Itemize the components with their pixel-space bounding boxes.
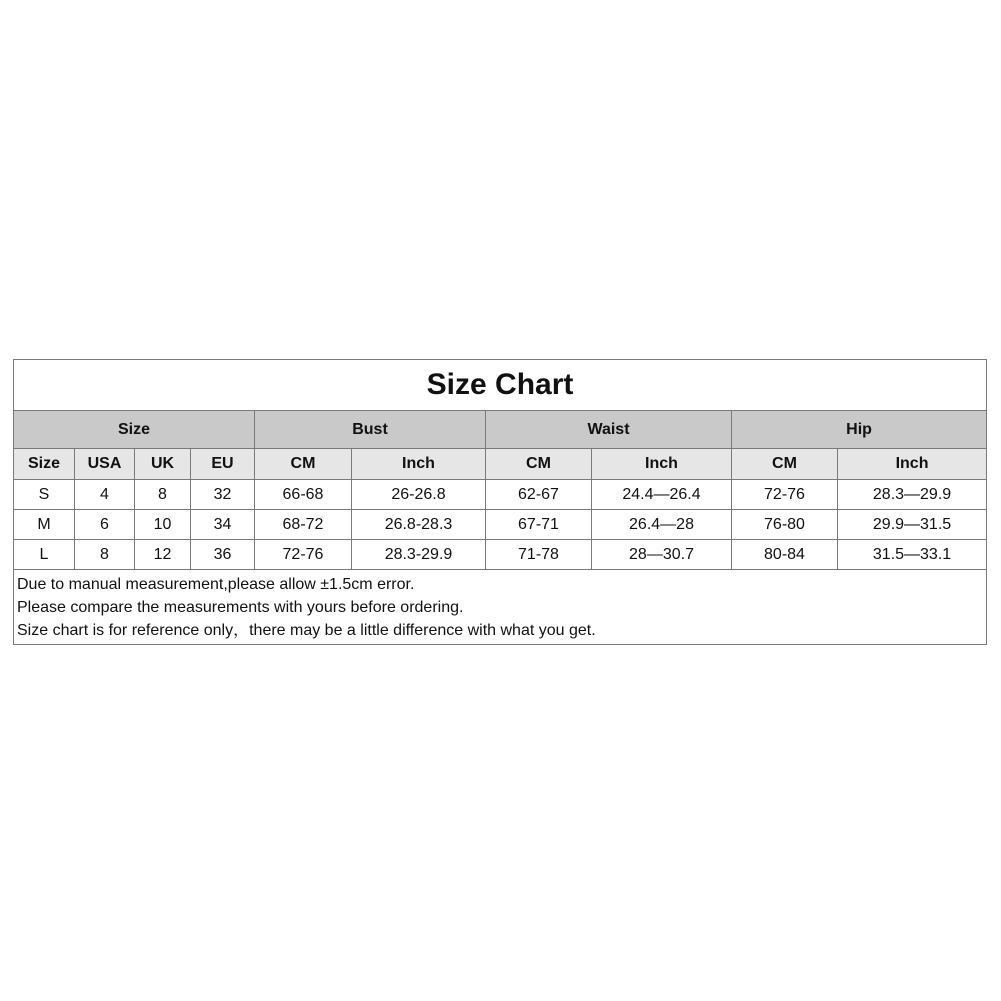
table-cell: 71-78 (486, 540, 592, 570)
table-cell: M (14, 510, 75, 540)
table-cell: 26.4—28 (592, 510, 732, 540)
table-cell: L (14, 540, 75, 570)
table-cell: 76-80 (732, 510, 838, 540)
note-line: Please compare the measurements with yours before ordering. (17, 599, 464, 616)
table-cell: 80-84 (732, 540, 838, 570)
table-cell: 28.3—29.9 (838, 480, 987, 510)
table-cell: 8 (135, 480, 191, 510)
table-row-l (14, 540, 987, 570)
table-cell: 29.9—31.5 (838, 510, 987, 540)
measurement-notes (14, 570, 987, 645)
table-cell: 26.8-28.3 (352, 510, 486, 540)
group-header-size: Size (14, 411, 255, 449)
table-row-s (14, 480, 987, 510)
table-cell: 4 (75, 480, 135, 510)
table-cell: 24.4—26.4 (592, 480, 732, 510)
group-header-row (14, 411, 987, 449)
table-cell: 8 (75, 540, 135, 570)
table-cell: 66-68 (255, 480, 352, 510)
note-line: Size chart is for reference only，there may be a little difference with what you get. (17, 622, 596, 639)
column-header-bust-cm: CM (255, 449, 352, 480)
column-header-hip-inch: Inch (838, 449, 987, 480)
table-cell: 62-67 (486, 480, 592, 510)
table-cell: 6 (75, 510, 135, 540)
table-cell: 28—30.7 (592, 540, 732, 570)
table-cell: 31.5—33.1 (838, 540, 987, 570)
table-cell: 28.3-29.9 (352, 540, 486, 570)
group-header-waist: Waist (486, 411, 732, 449)
table-cell: S (14, 480, 75, 510)
column-header-eu: EU (191, 449, 255, 480)
table-cell: 10 (135, 510, 191, 540)
note-line: Due to manual measurement,please allow ±1.5cm error. (17, 576, 415, 593)
column-header-waist-cm: CM (486, 449, 592, 480)
column-header-size: Size (14, 449, 75, 480)
chart-title: Size Chart (14, 360, 987, 411)
column-header-hip-cm: CM (732, 449, 838, 480)
column-header-uk: UK (135, 449, 191, 480)
column-header-bust-inch: Inch (352, 449, 486, 480)
table-cell: 68-72 (255, 510, 352, 540)
table-cell: 12 (135, 540, 191, 570)
table-cell: 26-26.8 (352, 480, 486, 510)
column-header-waist-inch: Inch (592, 449, 732, 480)
table-cell: 32 (191, 480, 255, 510)
group-header-bust: Bust (255, 411, 486, 449)
size-chart-table (13, 359, 987, 645)
size-chart (13, 359, 986, 645)
group-header-hip: Hip (732, 411, 987, 449)
table-cell: 36 (191, 540, 255, 570)
table-cell: 72-76 (732, 480, 838, 510)
table-cell: 72-76 (255, 540, 352, 570)
table-row-m (14, 510, 987, 540)
column-header-row (14, 449, 987, 480)
table-cell: 67-71 (486, 510, 592, 540)
table-cell: 34 (191, 510, 255, 540)
column-header-usa: USA (75, 449, 135, 480)
